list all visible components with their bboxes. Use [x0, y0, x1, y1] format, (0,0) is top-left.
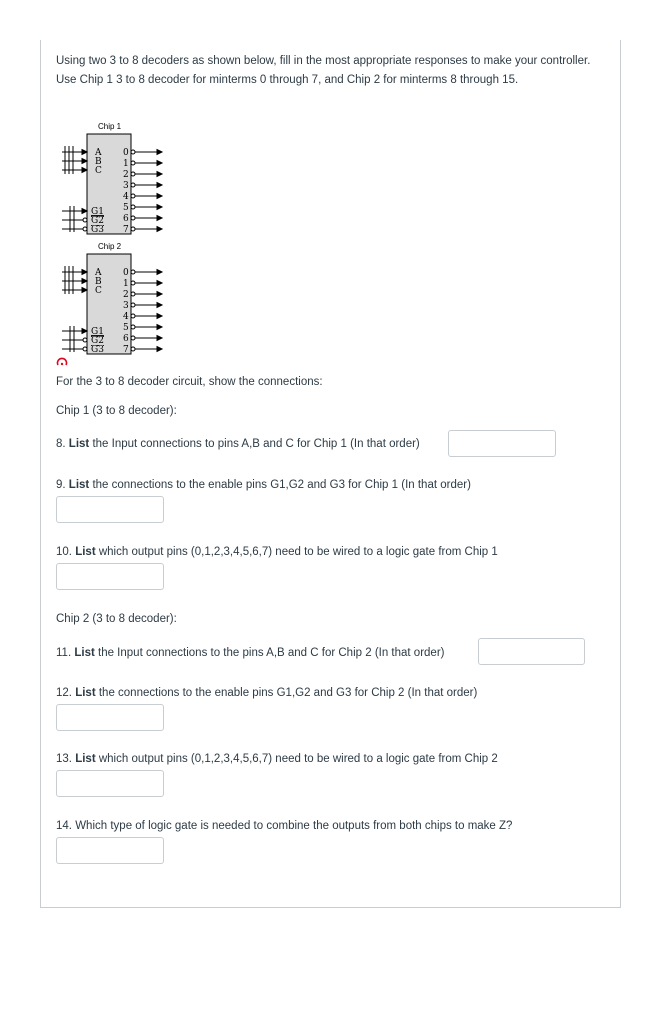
- question-10-number: 10.: [56, 546, 72, 558]
- question-11-input[interactable]: [478, 638, 585, 665]
- question-8-text: [56, 438, 420, 450]
- chip1-pin-g3: G3: [91, 225, 104, 235]
- question-13-number: 13.: [56, 753, 72, 765]
- question-14-number: 14.: [56, 820, 72, 832]
- chip1-out-7: 7: [123, 225, 129, 235]
- chip2-out-2: 2: [123, 290, 129, 300]
- chip1-out-5: 5: [123, 203, 129, 213]
- chip1-diagram: [60, 118, 170, 243]
- question-13-input[interactable]: [56, 770, 164, 797]
- chip2-out-4: 4: [123, 312, 129, 322]
- chip1-title: Chip 1: [98, 122, 122, 131]
- chip2-out-0: 0: [123, 268, 129, 278]
- chip2-diagram: [60, 238, 170, 363]
- question-10-input[interactable]: [56, 563, 164, 590]
- question-12-text: [56, 687, 477, 699]
- question-12-keyword: List: [75, 687, 96, 699]
- question-8-number: 8.: [56, 438, 66, 450]
- chip1-out-1: 1: [123, 159, 129, 169]
- chip1-out-3: 3: [123, 181, 129, 191]
- question-13-text: [56, 753, 498, 765]
- chip2-pin-g1: G1: [91, 327, 104, 337]
- chip2-out-6: 6: [123, 334, 129, 344]
- chip1-out-0: 0: [123, 148, 129, 158]
- question-10-keyword: List: [75, 546, 96, 558]
- chip2-out-3: 3: [123, 301, 129, 311]
- question-10-body: which output pins (0,1,2,3,4,5,6,7) need to be wired to a logic gate from Chip 1: [98, 546, 498, 558]
- chip1-out-2: 2: [123, 170, 129, 180]
- question-9-text: [56, 479, 471, 491]
- chip2-pin-g3: G3: [91, 345, 104, 355]
- question-10-text: [56, 546, 498, 558]
- instructions-text: For the 3 to 8 decoder circuit, show the connections:: [56, 376, 323, 388]
- question-14-input[interactable]: [56, 837, 164, 864]
- chip2-out-5: 5: [123, 323, 129, 333]
- chip1-pin-g2: G2: [91, 216, 104, 226]
- question-9-input[interactable]: [56, 496, 164, 523]
- question-13-body: which output pins (0,1,2,3,4,5,6,7) need to be wired to a logic gate from Chip 2: [98, 753, 498, 765]
- question-11-text: [56, 647, 444, 659]
- question-9-keyword: List: [68, 479, 90, 491]
- chip2-heading: Chip 2 (3 to 8 decoder):: [56, 613, 177, 625]
- question-12-input[interactable]: [56, 704, 164, 731]
- question-11-keyword: List: [74, 647, 95, 659]
- chip2-out-7: 7: [123, 345, 129, 355]
- question-14-text: [56, 820, 512, 832]
- question-11-body: the Input connections to the pins A,B and C for Chip 2 (In that order): [98, 647, 445, 659]
- chip1-pin-a: A: [95, 148, 102, 158]
- question-8-keyword: List: [68, 438, 90, 450]
- question-9-body: the connections to the enable pins G1,G2 and G3 for Chip 1 (In that order): [92, 479, 471, 491]
- intro-text: Using two 3 to 8 decoders as shown below, fill in the most appropriate responses to make your controller. Use Chip 1 3 to 8 decoder for minterms 0 through 7, and Chip 2 for minterms 8 through 15.: [56, 55, 591, 86]
- chip1-pin-c: C: [95, 166, 102, 176]
- question-13-keyword: List: [75, 753, 96, 765]
- question-12-body: the connections to the enable pins G1,G2 and G3 for Chip 2 (In that order): [98, 687, 478, 699]
- chip1-pin-g1: G1: [91, 207, 104, 217]
- question-8-body: the Input connections to pins A,B and C for Chip 1 (In that order): [92, 438, 420, 450]
- chip2-pin-a: A: [95, 268, 102, 278]
- chip2-pin-b: B: [95, 277, 102, 287]
- question-8-input[interactable]: [448, 430, 556, 457]
- chip1-svg: [60, 118, 170, 238]
- question-14-body: Which type of logic gate is needed to combine the outputs from both chips to make Z?: [75, 820, 513, 832]
- question-11-number: 11.: [56, 647, 72, 659]
- chip1-pin-b: B: [95, 157, 102, 167]
- chip1-heading: Chip 1 (3 to 8 decoder):: [56, 405, 177, 417]
- question-9-number: 9.: [56, 479, 66, 491]
- chip2-pin-g2: G2: [91, 336, 104, 346]
- chip2-title: Chip 2: [98, 242, 122, 251]
- chip1-out-4: 4: [123, 192, 129, 202]
- rotate-icon[interactable]: [56, 356, 68, 368]
- chip2-out-1: 1: [123, 279, 129, 289]
- chip2-svg: [60, 238, 170, 358]
- chip1-out-6: 6: [123, 214, 129, 224]
- question-12-number: 12.: [56, 687, 72, 699]
- chip2-pin-c: C: [95, 286, 102, 296]
